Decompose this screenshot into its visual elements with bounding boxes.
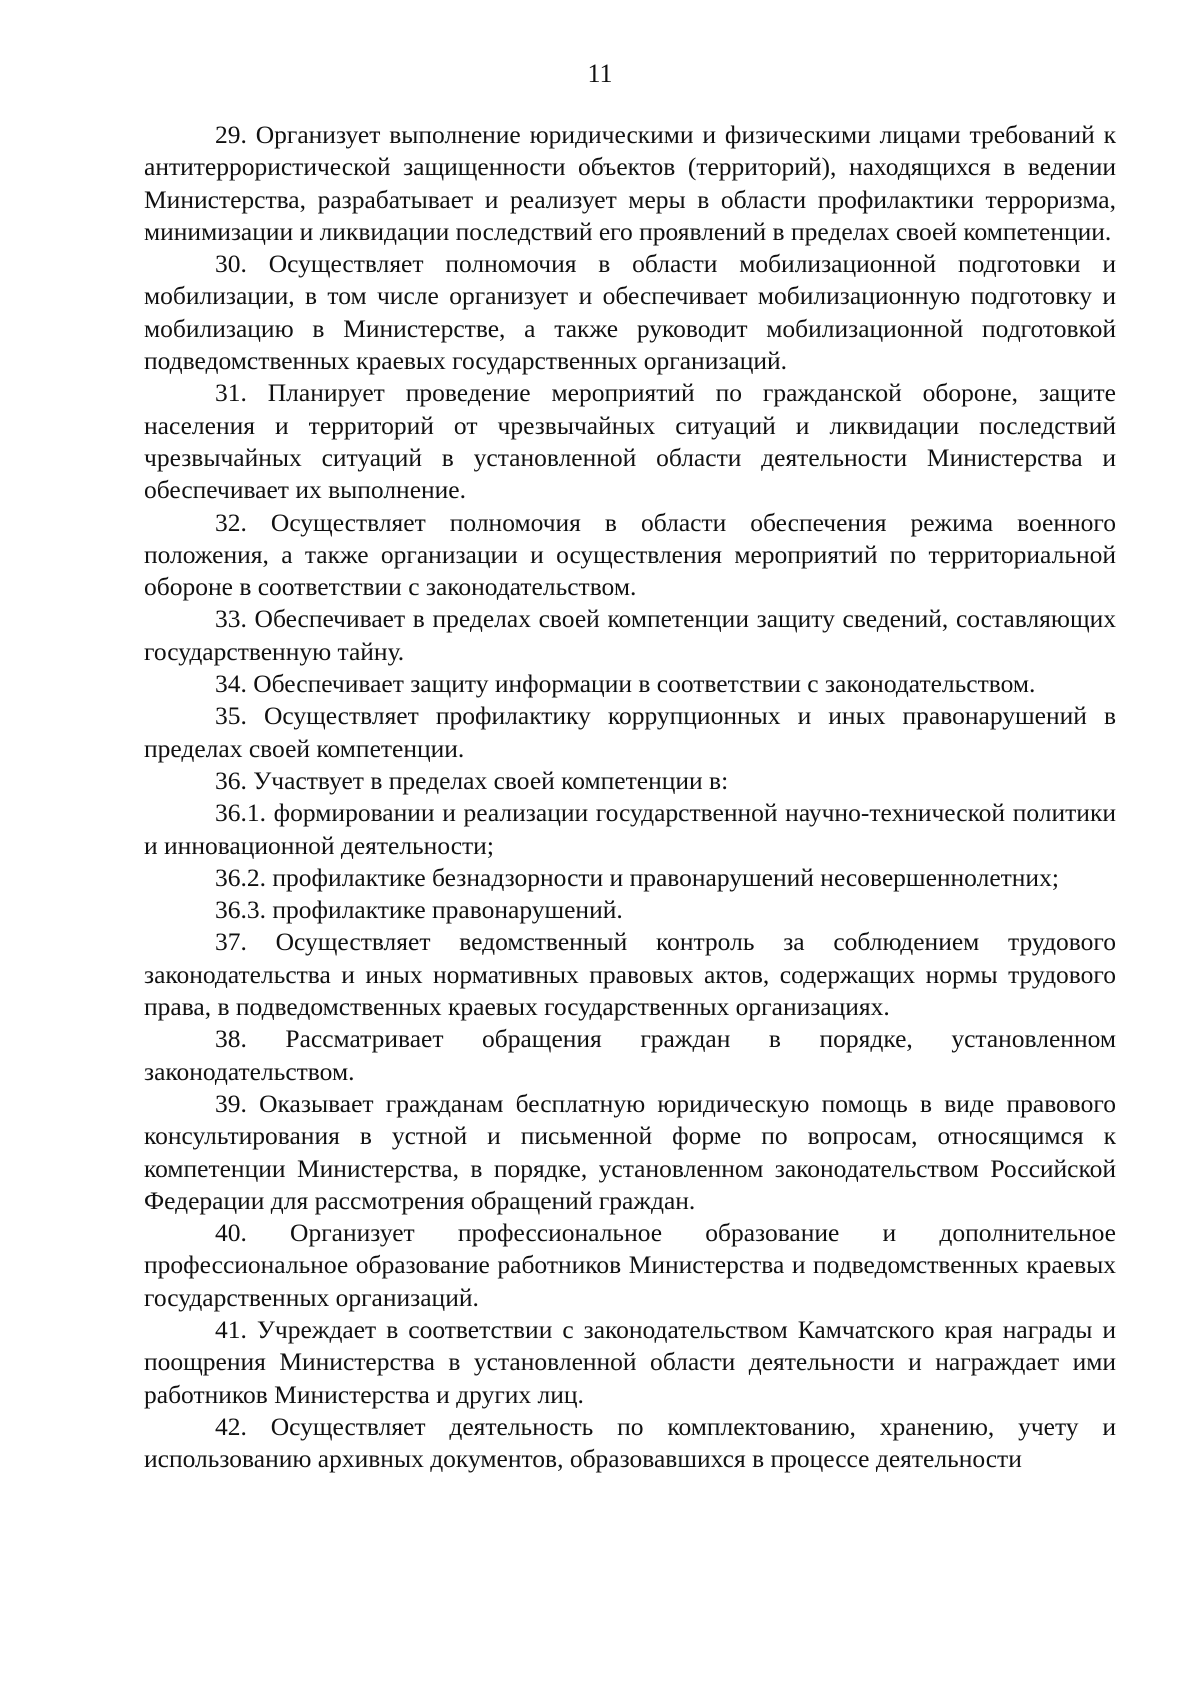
paragraph-33: 33. Обеспечивает в пределах своей компетенции защиту сведений, составляющих государственную тайну.	[144, 604, 1116, 666]
paragraph-36: 36. Участвует в пределах своей компетенции в:	[215, 765, 729, 795]
paragraph-32: 32. Осуществляет полномочия в области обеспечения режима военного положения, а также организации и осуществления мероприятий по территориальной обороне в соответствии с законодательством.	[144, 507, 1116, 602]
paragraph-41: 41. Учреждает в соответствии с законодательством Камчатского края награды и поощрения Министерства в установленной области деятельности и награждает ими работников Министерства и других лиц.	[144, 1314, 1116, 1409]
paragraph-31: 31. Планирует проведение мероприятий по гражданской обороне, защите населения и территорий от чрезвычайных ситуаций и ликвидации последствий чрезвычайных ситуаций в установленной области деятельности Министерства и обеспечивает их выполнение.	[144, 378, 1116, 505]
page-number: 11	[587, 59, 613, 88]
paragraph-29: 29. Организует выполнение юридическими и физическими лицами требований к антитеррористической защищенности объектов (территорий), находящихся в ведении Министерства, разрабатывает и реализует меры в области профилактики терроризма, минимизации и ликвидации последствий его проявлений в пределах своей компетенции.	[144, 120, 1116, 246]
paragraph-35: 35. Осуществляет профилактику коррупционных и иных правонарушений в пределах своей компетенции.	[144, 701, 1116, 763]
paragraph-37: 37. Осуществляет ведомственный контроль за соблюдением трудового законодательства и иных нормативных правовых актов, содержащих нормы трудового права, в подведомственных краевых государственных организациях.	[144, 927, 1116, 1022]
paragraph-34: 34. Обеспечивает защиту информации в соответствии с законодательством.	[215, 669, 1036, 699]
paragraph-39: 39. Оказывает гражданам бесплатную юридическую помощь в виде правового консультирования в устной и письменной форме по вопросам, относящимся к компетенции Министерства, в порядке, установленном законодательством Российской Федерации для рассмотрения обращений граждан.	[144, 1088, 1116, 1215]
paragraph-36-3: 36.3. профилактике правонарушений.	[215, 895, 623, 925]
paragraph-42: 42. Осуществляет деятельность по комплектованию, хранению, учету и использованию архивных документов, образовавшихся в процессе деятельности	[144, 1411, 1116, 1474]
paragraph-38: 38. Рассматривает обращения граждан в порядке, установленном законодательством.	[144, 1024, 1116, 1086]
paragraph-36-1: 36.1. формировании и реализации государственной научно-технической политики и инновационной деятельности;	[144, 798, 1116, 860]
paragraph-36-2: 36.2. профилактике безнадзорности и правонарушений несовершеннолетних;	[215, 862, 1059, 892]
paragraph-40: 40. Организует профессиональное образование и дополнительное профессиональное образование работников Министерства и подведомственных краевых государственных организаций.	[144, 1218, 1116, 1312]
document-body	[144, 119, 1116, 1475]
paragraph-30: 30. Осуществляет полномочия в области мобилизационной подготовки и мобилизации, в том числе организует и обеспечивает мобилизационную подготовку и мобилизацию в Министерстве, а также руководит мобилизационной подготовкой подведомственных краевых государственных организаций.	[144, 249, 1116, 376]
